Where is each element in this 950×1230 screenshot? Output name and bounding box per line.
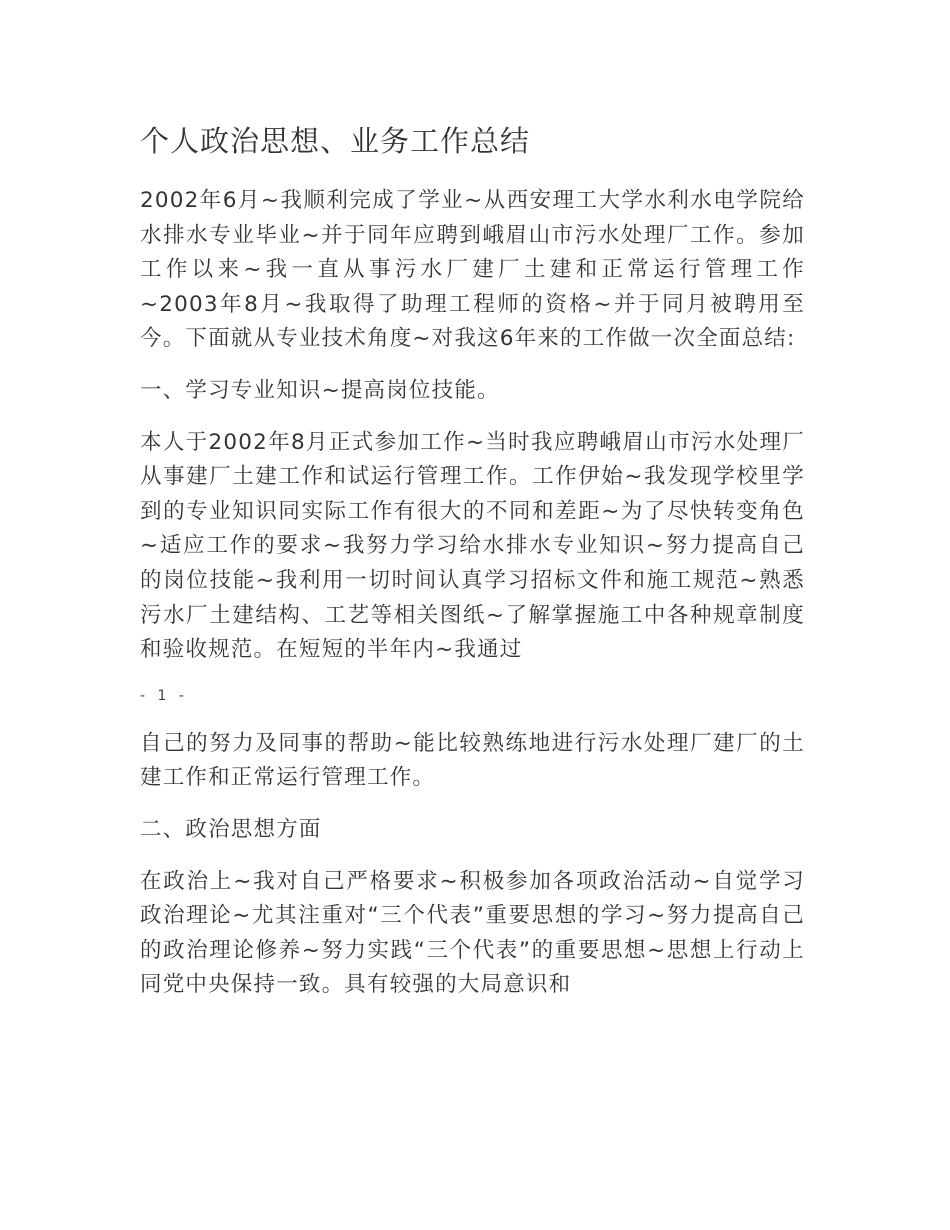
document-body bbox=[140, 118, 805, 1020]
section-1-continued-paragraph: 自己的努力及同事的帮助~能比较熟练地进行污水处理厂建厂的土建工作和正常运行管理工作。 bbox=[140, 730, 805, 791]
section-heading-1: 一、学习专业知识~提高岗位技能。 bbox=[140, 377, 500, 403]
section-1-paragraph: 本人于2002年8月正式参加工作~当时我应聘峨眉山市污水处理厂从事建厂土建工作和试运行管理工作。工作伊始~我发现学校里学到的专业知识同实际工作有很大的不同和差距~为了尽快转变角色~适应工作的要求~我努力学习给水排水专业知识~努力提高自己的岗位技能~我利用一切时间认真学习招标文件和施工规范~熟悉污水厂土建结构、工艺等相关图纸~了解掌握施工中各种规章制度和验收规范。在短短的半年内~我通过 bbox=[140, 429, 805, 663]
document-title: 个人政治思想、业务工作总结 bbox=[140, 124, 531, 158]
page-number: - 1 - bbox=[140, 687, 188, 704]
section-2-paragraph: 在政治上~我对自己严格要求~积极参加各项政治活动~自觉学习政治理论~尤其注重对“三个代表”重要思想的学习~努力提高自己的政治理论修养~努力实践“三个代表”的重要思想~思想上行动上同党中央保持一致。具有较强的大局意识和 bbox=[140, 868, 805, 998]
intro-paragraph: 2002年6月~我顺利完成了学业~从西安理工大学水利水电学院给水排水专业毕业~并于同年应聘到峨眉山市污水处理厂工作。参加工作以来~我一直从事污水厂建厂土建和正常运行管理工作~2003年8月~我取得了助理工程师的资格~并于同月被聘用至今。下面就从专业技术角度~对我这6年来的工作做一次全面总结: bbox=[140, 188, 805, 352]
section-heading-2: 二、政治思想方面 bbox=[140, 816, 322, 842]
